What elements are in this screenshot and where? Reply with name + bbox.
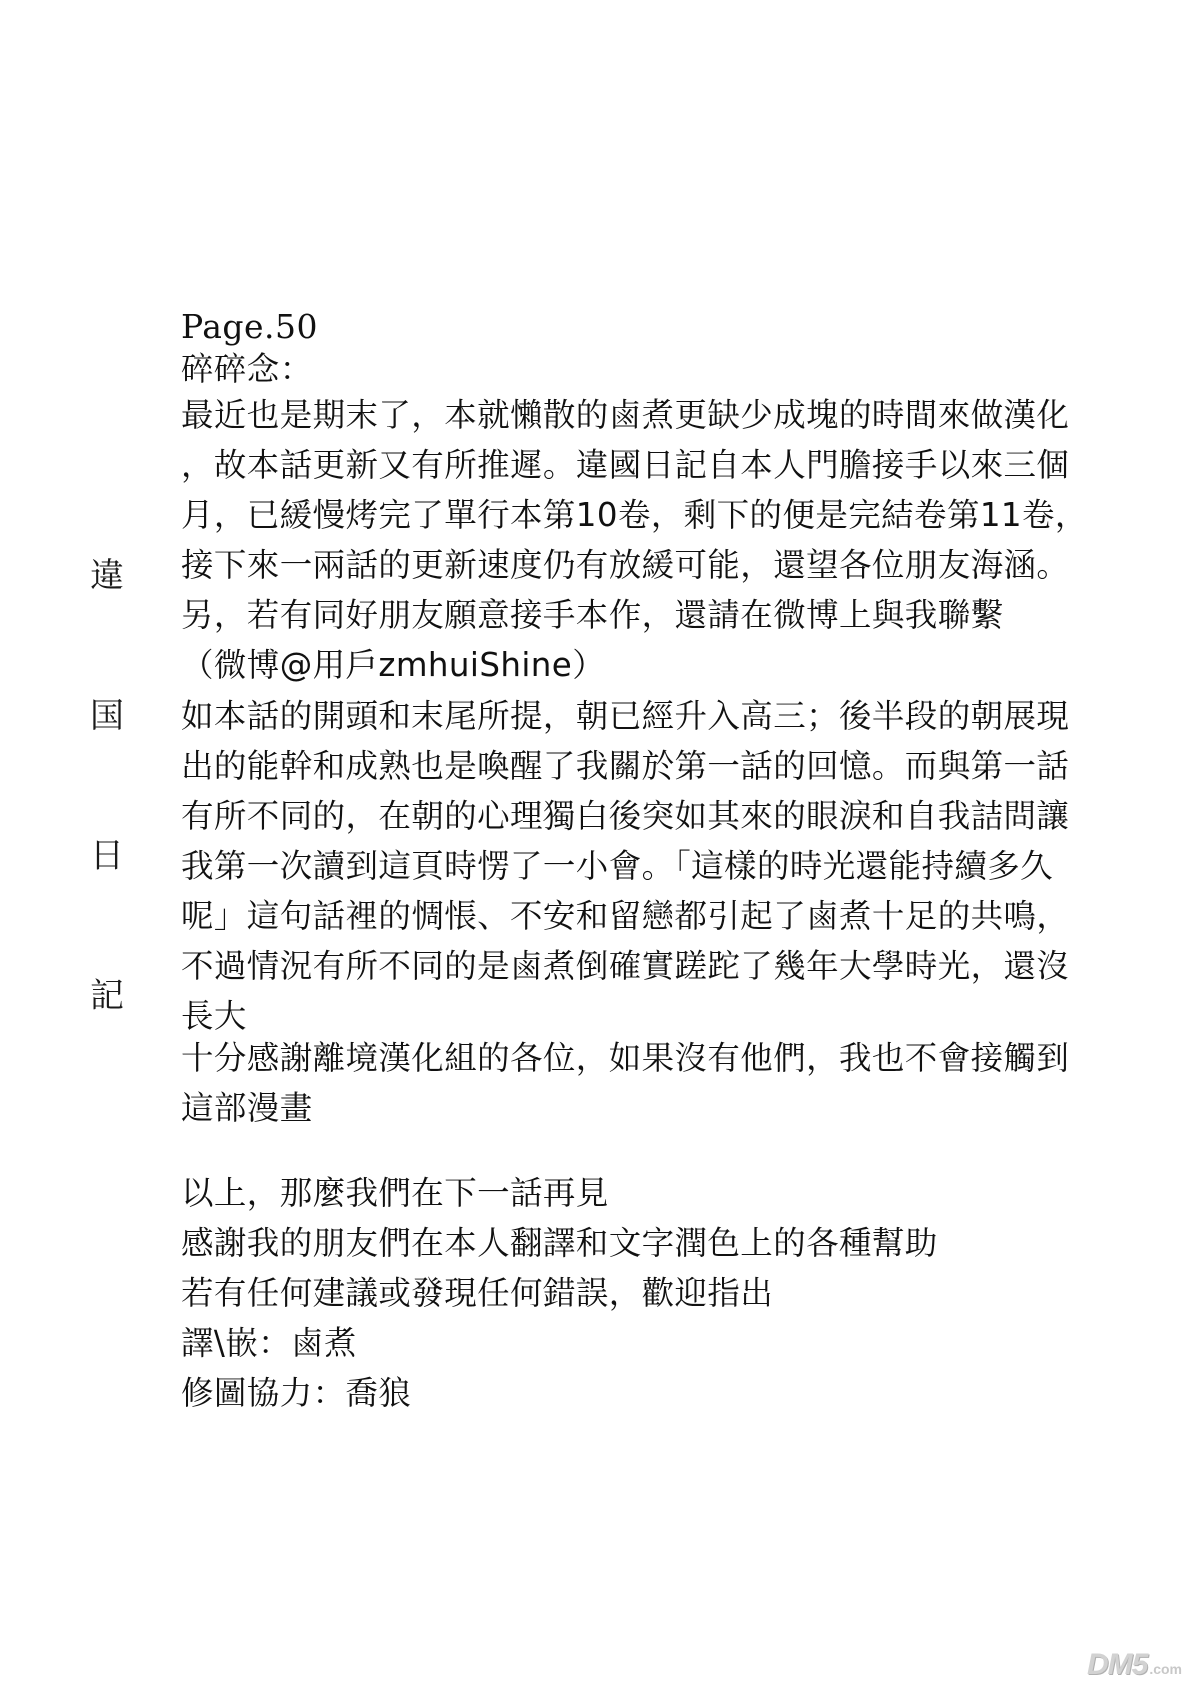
credit-line-translator: 譯\嵌：鹵煮 <box>181 1324 357 1362</box>
text-line: 月，已緩慢烤完了單行本第10卷，剩下的便是完結卷第11卷， <box>181 496 1088 534</box>
side-title-char-4: 記 <box>90 976 124 1016</box>
text-line: 我第一次讀到這頁時愣了一小會。「這樣的時光還能持續多久 <box>181 847 1054 885</box>
text-line: 呢」這句話裡的惆悵、不安和留戀都引起了鹵煮十足的共鳴， <box>181 897 1070 935</box>
watermark-logo <box>1087 1648 1182 1682</box>
text-line: 有所不同的，在朝的心理獨白後突如其來的眼淚和自我詰問讓 <box>181 797 1070 835</box>
text-line: 不過情況有所不同的是鹵煮倒確實蹉跎了幾年大學時光，還沒 <box>181 947 1070 985</box>
side-title-char-3: 日 <box>90 836 124 876</box>
text-line: ，故本話更新又有所推遲。違國日記自本人門膽接手以來三個 <box>181 446 1070 484</box>
reflection-paragraph <box>181 691 1141 1041</box>
watermark-brand: DM5 <box>1086 1648 1148 1681</box>
text-line: （微博@用戶zmhuiShine） <box>181 646 606 684</box>
intro-paragraph <box>181 348 1141 690</box>
text-line: 另，若有同好朋友願意接手本作，還請在微博上與我聯繫 <box>181 596 1004 634</box>
text-line: 接下來一兩話的更新速度仍有放緩可能，還望各位朋友海涵。 <box>181 546 1070 584</box>
text-line: 以上，那麼我們在下一話再見 <box>181 1174 609 1212</box>
text-line: 最近也是期末了，本就懶散的鹵煮更缺少成塊的時間來做漢化 <box>181 396 1070 434</box>
side-title-char-1: 違 <box>90 556 124 596</box>
text-line: 若有任何建議或發現任何錯誤，歡迎指出 <box>181 1274 774 1312</box>
credit-line-retouch: 修圖協力：喬狼 <box>181 1374 412 1412</box>
side-title-char-2: 国 <box>90 696 124 736</box>
text-line: 感謝我的朋友們在本人翻譯和文字潤色上的各種幫助 <box>181 1224 938 1262</box>
text-line: 如本話的開頭和末尾所提，朝已經升入高三；後半段的朝展現 <box>181 697 1070 735</box>
text-line: 十分感謝離境漢化組的各位，如果沒有他們，我也不會接觸到 <box>181 1039 1070 1077</box>
text-line: 長大 <box>181 997 247 1035</box>
text-line: 這部漫畫 <box>181 1089 313 1127</box>
closing-paragraph <box>181 1168 1141 1418</box>
text-line: 出的能幹和成熟也是喚醒了我關於第一話的回憶。而與第一話 <box>181 747 1070 785</box>
page-number-label: Page.50 <box>181 307 319 346</box>
watermark-domain: .com <box>1149 1661 1182 1677</box>
text-line: 碎碎念： <box>181 350 313 388</box>
thanks-paragraph <box>181 1033 1141 1133</box>
